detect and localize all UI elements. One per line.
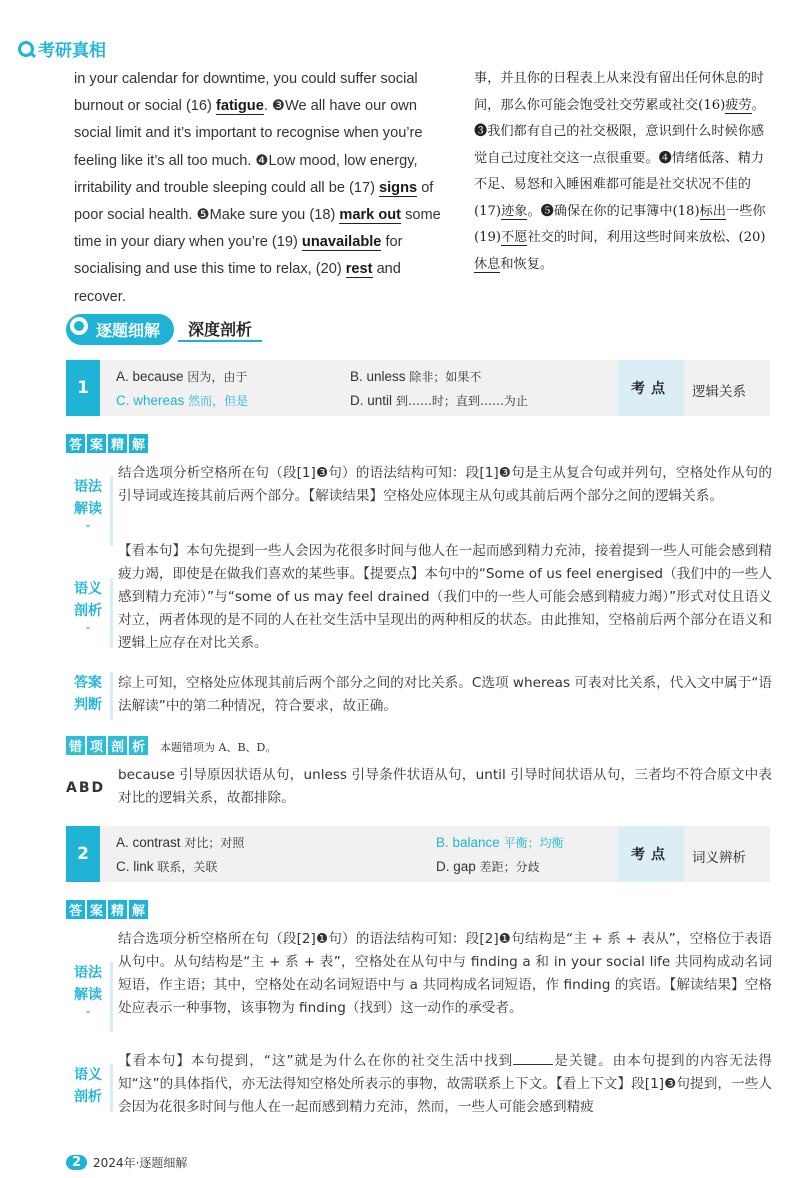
q1-verdict-text: 综上可知，空格处应体现其前后两个部分之间的对比关系。C选项 whereas 可表对比关系，代入文中属于“语法解读”中的第二种情况，符合要求，故正确。 (118, 675, 772, 714)
cn-text-4: 。❺确保在你的记事簿中(18) (527, 203, 700, 219)
search-icon (18, 41, 34, 57)
q1-wrong-option-labels: ABD (66, 780, 106, 796)
en-answer-1: fatigue (215, 98, 264, 115)
en-text-10: and recover. (74, 261, 401, 305)
q2-semantic-label: 语义 剖析 (66, 1064, 113, 1112)
question-1-number: 1 (66, 360, 100, 416)
header-logo (18, 36, 106, 61)
q2-option-c: C. link 联系，关联 (116, 859, 218, 874)
q1-option-b: B. unless 除非；如果不 (350, 369, 482, 384)
en-answer-9: rest (345, 261, 373, 278)
cn-answer-3: 迹象 (501, 203, 528, 219)
answer-blank (513, 1064, 553, 1065)
q1-wrong-option-note: 本题错项为 A、B、D。 (160, 741, 277, 754)
q1-key-point-label: 考点 (618, 360, 684, 416)
cn-text-6: 一些你(19) (474, 203, 766, 245)
cn-text-0: 事，并且你的日程表上从来没有留出任何休息的时间，那么你可能会饱受社交劳累或社交(16) (474, 71, 765, 113)
chevron-down-icon: ⌄ (84, 1006, 92, 1016)
cn-answer-7: 不愿 (501, 230, 528, 245)
chinese-translation (474, 66, 770, 278)
q2-key-point-value: 词义辨析 (692, 850, 746, 866)
q1-semantic-text: 【看本句】本句先提到一些人会因为花很多时间与他人在一起而感到精力充沛，接着提到一些人可能会感到精疲力竭，即使是在做我们喜欢的某些事。【提要点】本句中的“Some of us feel energised（我们中的一些人感到精力充沛）”与“some of us may feel drained（我们中的一些人可能会感到精疲力竭）”形式对仗且语义对立，两者体现的是不同的人在社交生活中呈现出的两种相反的状态。由此推知，空格前后两个部分在语义和逻辑上应存在对比关系。 (118, 543, 772, 651)
chevron-down-icon: ⌄ (84, 622, 92, 632)
section-subtitle: 深度剖析 (178, 317, 262, 342)
en-text-0: in your calendar for downtime, you could suffer social burnout or social (16) (74, 71, 418, 115)
cn-text-2: 。❸我们都有自己的社交极限，意识到什么时候你感觉自己过度社交这一点很重要。❹情绪低落、精力不足、易怒和入睡困难都可能是社交状况不佳的(17) (474, 97, 765, 219)
en-text-8: for socialising and use this time to relax, (20) (74, 234, 403, 278)
q1-grammar-text: 结合选项分析空格所在句（段[1]❸句）的语法结构可知：段[1]❸句是主从复合句或并列句，空格处作从句的引导词或连接其前后两个部分。【解读结果】空格处应体现主从句或其前后两个部分之间的逻辑关系。 (118, 465, 772, 504)
chevron-down-icon: ⌄ (84, 520, 92, 530)
cn-answer-9: 休息 (474, 256, 501, 272)
en-answer-3: signs (379, 179, 418, 196)
header-logo-text: 考研真相 (38, 41, 106, 61)
q2-key-point-label: 考点 (618, 826, 684, 882)
en-answer-7: unavailable (301, 234, 382, 251)
section-title (66, 314, 262, 344)
q1-key-point-value: 逻辑关系 (692, 384, 746, 400)
cn-answer-5: 标出 (699, 203, 726, 219)
en-text-2: . ❸We all have our own social limit and it’s important to recognise when you’re feeling like it’s all too much. ❹Low mood, low energy, irritability and trouble sleeping could all be (17) (74, 98, 423, 196)
english-passage (74, 66, 454, 311)
q2-semantic-text: 【看本句】本句提到，“这”就是为什么在你的社交生活中找到 是关键。由本句提到的内容无法得知“这”的具体指代，亦无法得知空格处所表示的事物，故需联系上下文。【看上下文】段[1]❸句提到，一些人会因为花很多时间与他人在一起而感到精力充沛，然而，一些人可能会感到精疲 (118, 1053, 773, 1115)
q1-wrong-option-text: because 引导原因状语从句，unless 引导条件状语从句，until 引导时间状语从句，三者均不符合原文中表对比的逻辑关系，故都排除。 (118, 767, 772, 806)
en-answer-5: mark out (339, 207, 402, 224)
en-text-4: of poor social health. ❺Make sure you (18) (74, 179, 434, 224)
q1-grammar-label: 语法 解读 ⌄ (66, 476, 113, 546)
cn-text-10: 和恢复。 (500, 256, 554, 272)
footer-title: 2024年·逐题细解 (93, 1156, 188, 1170)
q2-option-a: A. contrast 对比；对照 (116, 835, 245, 850)
q1-semantic-label: 语义 剖析 ⌄ (66, 578, 113, 648)
q1-option-d: D. until 到……时；直到……为止 (350, 393, 528, 408)
q2-grammar-label: 语法 解读 ⌄ (66, 962, 113, 1032)
q1-answer-analysis-tag: 答 案 精 解 (66, 434, 148, 453)
section-title-pill: 逐题细解 (66, 314, 174, 345)
q2-grammar-text: 结合选项分析空格所在句（段[2]❶句）的语法结构可知：段[2]❶句结构是“主 + 系 + 表从”，空格位于表语从句中。从句结构是“主 + 系 + 表”，空格处在从句中与 finding a 和 in your social life 共同构成动名词短语，作主语；其中，空格处在动名词短语中与 a 共同构成名词短语，作 finding 的宾语。【解读结果】空格处应表示一种事物，该事物为 finding（找到）这一动作的承受者。 (118, 931, 772, 1016)
cn-answer-1: 疲劳 (725, 97, 752, 113)
q1-verdict-label: 答案 判断 (66, 672, 113, 720)
q2-answer-analysis-tag: 答 案 精 解 (66, 900, 148, 919)
q2-option-b: B. balance 平衡；均衡 (436, 835, 564, 850)
en-text-6: some time in your diary when you’re (19) (74, 207, 441, 251)
q1-option-a: A. because 因为，由于 (116, 369, 248, 384)
footer (66, 1154, 187, 1171)
question-2-number: 2 (66, 826, 100, 882)
q1-option-c: C. whereas 然而，但是 (116, 393, 249, 408)
cn-text-8: 社交的时间，利用这些时间来放松、(20) (527, 230, 766, 245)
q2-option-d: D. gap 差距；分歧 (436, 859, 540, 874)
q1-wrong-option-tag: 错 项 剖 析 (66, 736, 148, 755)
page-number: 2 (66, 1155, 87, 1170)
